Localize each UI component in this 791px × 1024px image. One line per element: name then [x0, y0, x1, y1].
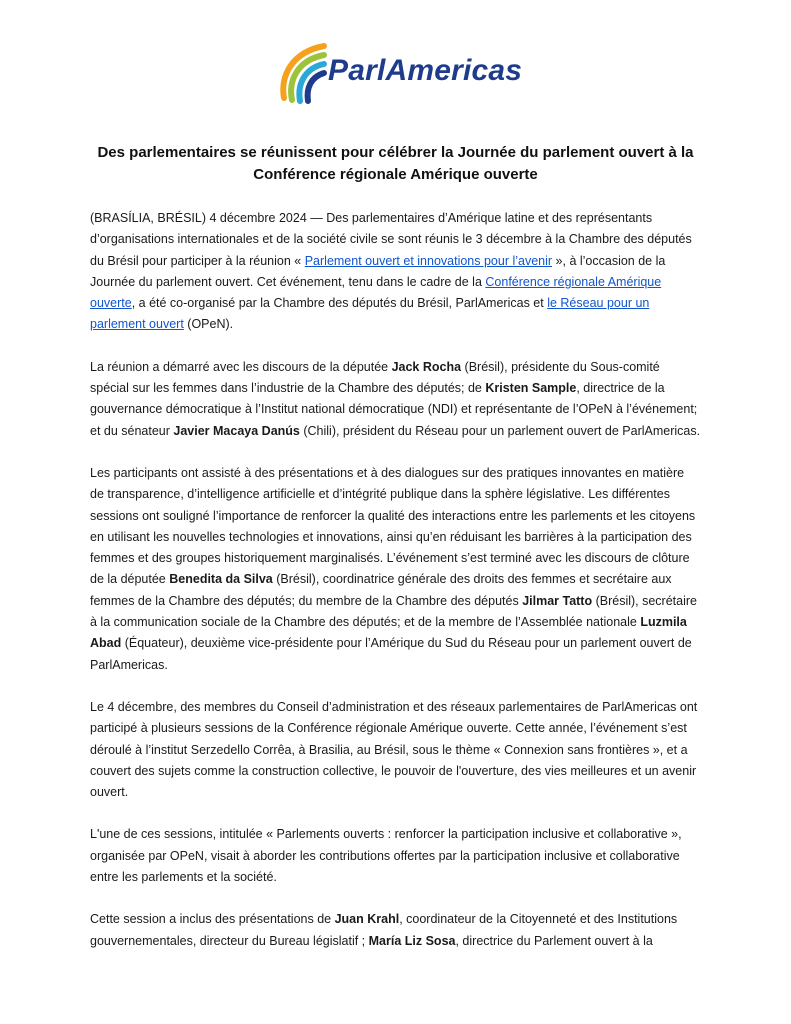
p4-text-1: Le 4 décembre, des membres du Conseil d’administration et des réseaux parlementaires de ParlAmericas ont participé à plusieurs sessions de la Conférence régionale Amérique ouverte. Cette année, l’événement s’est déroulé à l’institut Serzedello Corrêa, à Brasilia, au Brésil, sous le thème « Connexion sans frontières », et a couvert des sujets comme la construction collective, le pouvoir de l'ouverture, des vies meilleures et un avenir ouvert.	[90, 699, 698, 800]
paragraph-2	[90, 357, 701, 442]
name-jilmar-tatto: Jilmar Tatto	[522, 593, 593, 608]
p1-text-1: (BRASÍLIA, BRÉSIL) 4 décembre 2024 — Des parlementaires d’Amérique latine et des représentants d’organisations internationales et de la société civile se sont réunis le 3 décembre à la Chambre des députés du Brésil pour participer à la réunion «	[90, 211, 692, 268]
p1-text-4: (OPeN).	[183, 317, 234, 332]
p1-text-2: », à l’occasion de la Journée du parlement ouvert. Cet événement, tenu dans le cadre de la	[90, 253, 666, 289]
p2-text-2: (Brésil), présidente du Sous-comité spécial sur les femmes dans l’industrie de la Chambre des députés; de	[90, 359, 660, 396]
name-juan-krahl: Juan Krahl	[334, 912, 400, 927]
name-benedita-da-silva: Benedita da Silva	[169, 572, 273, 587]
name-luzmila-abad: Luzmila Abad	[90, 615, 687, 651]
paragraph-6	[90, 909, 701, 952]
p3-text-1: Les participants ont assisté à des présentations et à des dialogues sur des pratiques innovantes en matière de transparence, d’intelligence artificielle et d’intégrité publique dans la sphère législative. Les différentes sessions ont souligné l’importance de renforcer la qualité des interactions entre les parlements et les citoyens en utilisant les nouvelles technologies et innovations, ainsi qu’en réduisant les barrières à la participation des femmes et des groupes historiquement marginalisés. L’événement s’est terminé avec les discours de clôture de la députée	[90, 465, 696, 587]
paragraph-3	[90, 463, 701, 676]
p1-text-3: , a été co-organisé par la Chambre des députés du Brésil, ParlAmericas et	[131, 296, 548, 311]
p5-text-1: L'une de ces sessions, intitulée « Parlements ouverts : renforcer la participation inclusive et collaborative », organisée par OPeN, visait à aborder les contributions offertes par la participation inclusive et collaborative entre les parlements et la société.	[90, 827, 682, 885]
name-maria-liz-sosa: María Liz Sosa	[368, 933, 456, 948]
title-line-1: Des parlementaires se réunissent pour célébrer la Journée du parlement ouvert à la	[97, 144, 694, 161]
paragraph-5	[90, 824, 701, 888]
link-conference-amerique-ouverte[interactable]: Conférence régionale Amérique ouverte	[90, 274, 662, 311]
p2-text-1: La réunion a démarré avec les discours de la députée	[90, 359, 392, 374]
p6-text-2: , coordinateur de la Citoyenneté et des Institutions gouvernementales, directeur du Bureau législatif ;	[90, 912, 678, 948]
brand-name: ParlAmericas	[328, 54, 523, 87]
parlamericas-logo	[278, 40, 523, 106]
p2-text-4: (Chili), président du Réseau pour un parlement ouvert de ParlAmericas.	[299, 423, 701, 438]
link-parlement-ouvert-innovations[interactable]: Parlement ouvert et innovations pour l’avenir	[304, 253, 553, 268]
p3-text-4: (Équateur), deuxième vice-présidente pour l’Amérique du Sud du Réseau pour un parlement ouvert de ParlAmericas.	[90, 636, 692, 672]
p2-text-3: , directrice de la gouvernance démocratique à l’Institut national démocratique (NDI) et représentante de l’OPeN à l’événement; et du sénateur	[90, 381, 698, 438]
p3-text-2: (Brésil), coordinatrice générale des droits des femmes et secrétaire aux femmes de la Chambre des députés; du membre de la Chambre des députés	[90, 572, 672, 608]
paragraph-4	[90, 697, 701, 803]
article-body	[90, 208, 701, 973]
title-line-2: Conférence régionale Amérique ouverte	[253, 166, 538, 183]
name-javier-macaya: Javier Macaya Danús	[173, 423, 300, 438]
p6-text-3: , directrice du Parlement ouvert à la	[455, 933, 653, 948]
page-title	[90, 142, 701, 186]
paragraph-1	[90, 208, 701, 336]
name-kristen-sample: Kristen Sample	[485, 381, 577, 396]
name-jack-rocha: Jack Rocha	[391, 359, 462, 374]
p3-text-3: (Brésil), secrétaire à la communication sociale de la Chambre des députés; et de la membre de l’Assemblée nationale	[90, 593, 697, 630]
p6-text-1: Cette session a inclus des présentations de	[90, 912, 335, 927]
link-reseau-parlement-ouvert[interactable]: le Réseau pour un parlement ouvert	[90, 296, 650, 332]
